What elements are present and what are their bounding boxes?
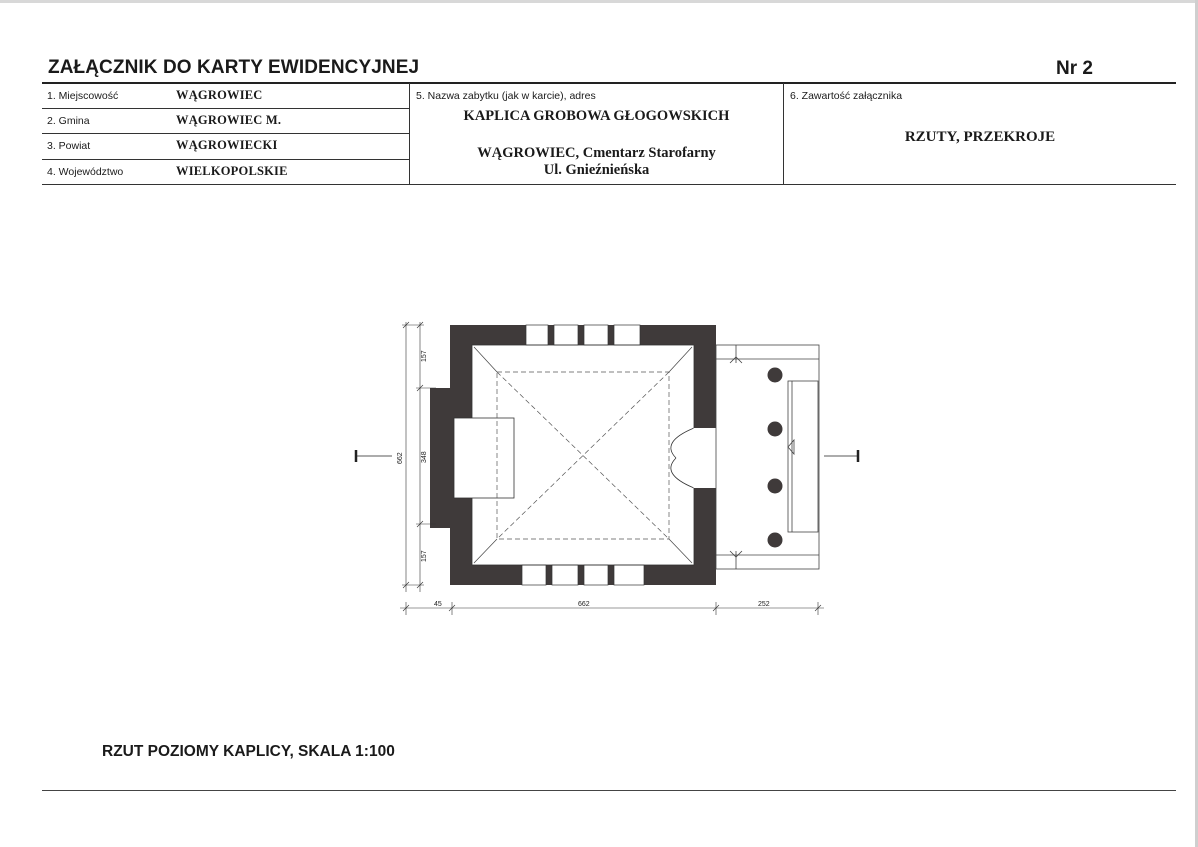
porch-columns	[768, 368, 783, 548]
field-value-nazwa-line1: KAPLICA GROBOWA GŁOGOWSKICH	[463, 108, 730, 124]
dim-bottom-wall: 45	[434, 601, 442, 608]
drawing-caption: RZUT POZIOMY KAPLICY, SKALA 1:100	[102, 743, 395, 760]
table-top-border	[42, 82, 1176, 84]
vault-dashed	[497, 372, 669, 539]
dim-top-left: 157	[421, 350, 428, 362]
document-number: Nr 2	[1056, 58, 1093, 79]
row-divider	[42, 133, 409, 134]
row-divider	[42, 108, 409, 109]
bottom-rule	[42, 790, 1176, 791]
dim-bottom-left: 157	[421, 550, 428, 562]
field-value-powiat: WĄGROWIECKI	[176, 138, 278, 152]
field-value-gmina: WĄGROWIEC M.	[176, 113, 282, 127]
field-label-powiat: 3. Powiat	[47, 140, 91, 152]
field-label-zawartosc: 6. Zawartość załącznika	[790, 90, 903, 102]
porch	[716, 345, 819, 569]
table-bottom-border	[42, 184, 1176, 185]
row-divider	[42, 159, 409, 160]
field-label-nazwa: 5. Nazwa zabytku (jak w karcie), adres	[416, 90, 596, 102]
dim-middle-left: 348	[421, 451, 428, 463]
field-label-gmina: 2. Gmina	[47, 115, 90, 127]
entrance-door	[671, 428, 694, 488]
document-title: ZAŁĄCZNIK DO KARTY EWIDENCYJNEJ	[48, 57, 420, 78]
field-label-miejscowosc: 1. Miejscowość	[47, 90, 119, 102]
field-value-miejscowosc: WĄGROWIEC	[176, 88, 263, 102]
floor-plan-drawing	[340, 310, 880, 630]
altar	[454, 418, 514, 498]
field-value-zawartosc: RZUTY, PRZEKROJE	[904, 129, 1056, 145]
field-value-nazwa-line2: WĄGROWIEC, Cmentarz Starofarny	[477, 145, 716, 161]
dim-overall-left: 662	[397, 452, 404, 464]
section-marker-left	[356, 450, 392, 462]
scan-edge	[0, 0, 1198, 3]
field-label-wojewodztwo: 4. Województwo	[47, 166, 124, 178]
field-value-wojewodztwo: WIELKOPOLSKIE	[176, 164, 288, 178]
dim-bottom-main: 662	[578, 601, 590, 608]
section-marker-right	[824, 450, 858, 462]
field-value-nazwa-line3: Ul. Gnieźnieńska	[543, 162, 650, 178]
dim-bottom-porch: 252	[758, 601, 770, 608]
